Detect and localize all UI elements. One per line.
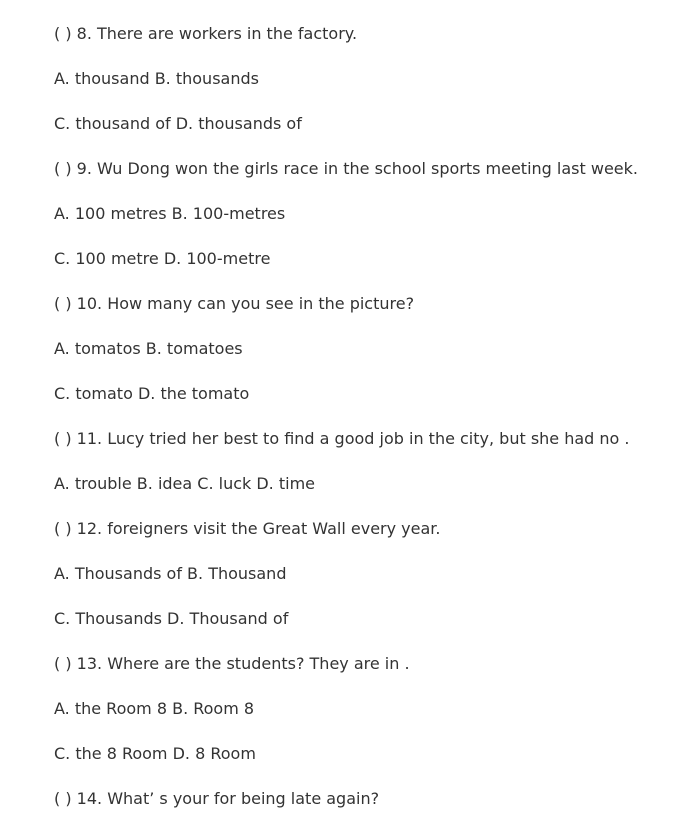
question-9-options-cd: C. 100 metre D. 100-metre	[54, 249, 271, 268]
question-13: ( ) 13. Where are the students? They are in .	[54, 654, 410, 673]
question-8: ( ) 8. There are workers in the factory.	[54, 24, 358, 43]
question-12-options-ab: A. Thousands of B. Thousand	[54, 564, 287, 583]
document-body	[54, 21, 679, 831]
question-10: ( ) 10. How many can you see in the picture?	[54, 294, 415, 313]
question-10-options-ab: A. tomatos B. tomatoes	[54, 339, 243, 358]
question-12-options-cd: C. Thousands D. Thousand of	[54, 609, 289, 628]
question-14: ( ) 14. What’ s your for being late again?	[54, 789, 380, 808]
question-11-options: A. trouble B. idea C. luck D. time	[54, 474, 315, 493]
question-8-options-cd: C. thousand of D. thousands of	[54, 114, 302, 133]
question-12: ( ) 12. foreigners visit the Great Wall every year.	[54, 519, 441, 538]
question-9: ( ) 9. Wu Dong won the girls race in the school sports meeting last week.	[54, 159, 638, 178]
question-9-options-ab: A. 100 metres B. 100-metres	[54, 204, 286, 223]
question-10-options-cd: C. tomato D. the tomato	[54, 384, 250, 403]
question-13-options-ab: A. the Room 8 B. Room 8	[54, 699, 255, 718]
question-11: ( ) 11. Lucy tried her best to find a good job in the city, but she had no .	[54, 429, 630, 448]
question-8-options-ab: A. thousand B. thousands	[54, 69, 259, 88]
question-13-options-cd: C. the 8 Room D. 8 Room	[54, 744, 256, 763]
